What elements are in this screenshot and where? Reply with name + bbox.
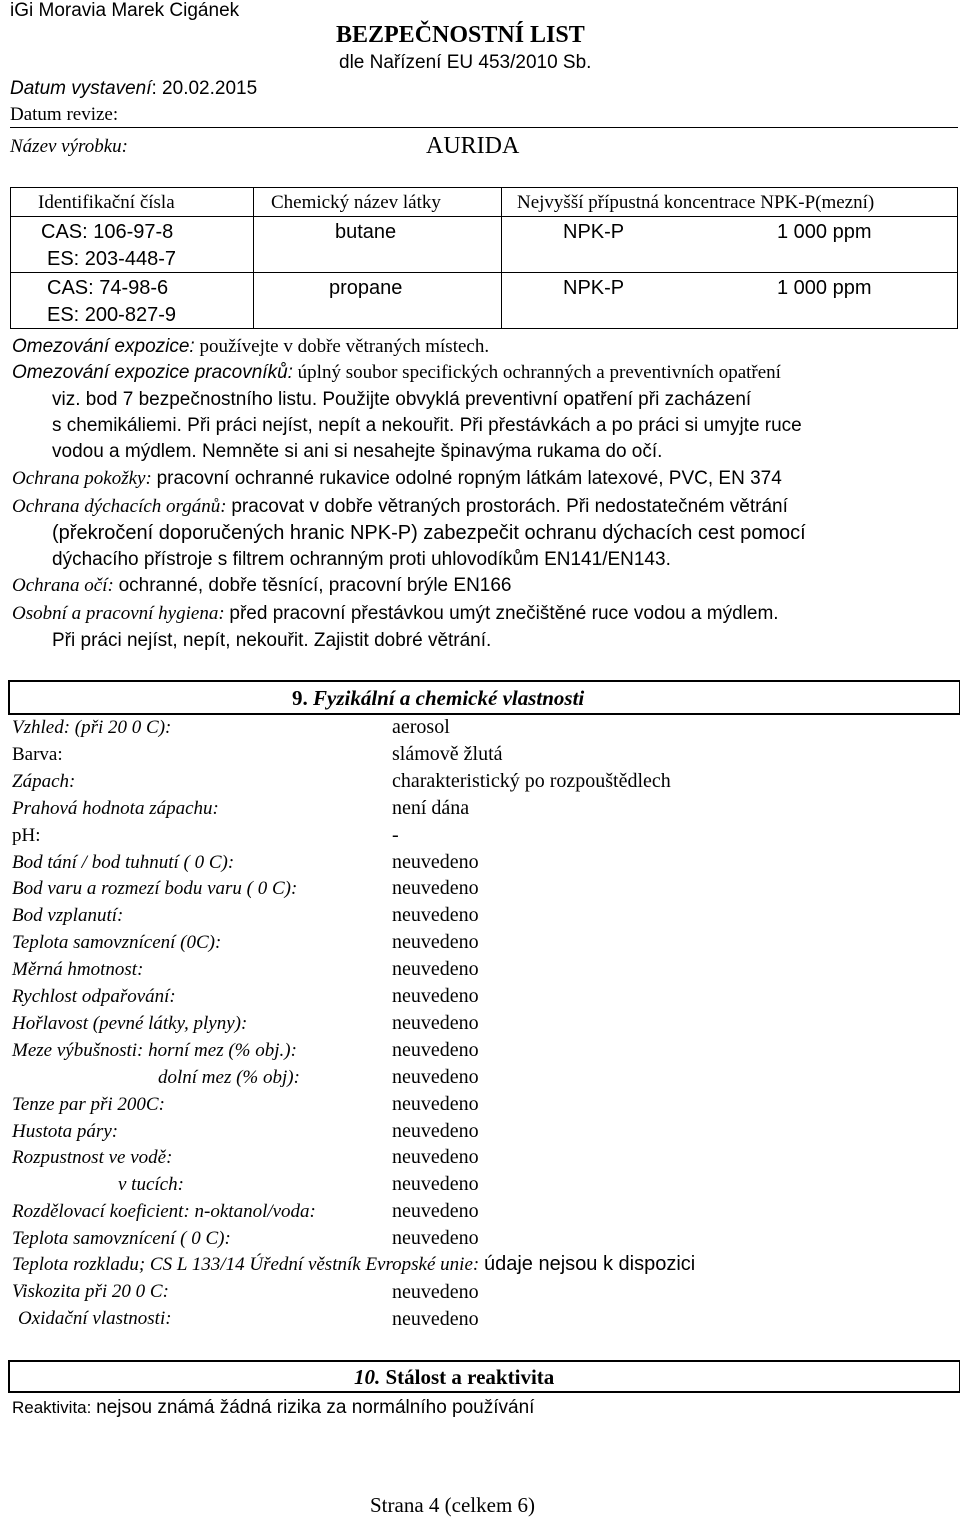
table-row-cas: CAS: 106-97-8 xyxy=(41,221,174,243)
table-row-chemical: propane xyxy=(329,277,403,299)
issue-date-row xyxy=(10,78,257,100)
revision-date-label: Datum revize: xyxy=(10,104,119,125)
property-value: neuvedeno xyxy=(392,877,479,899)
property-label: Meze výbušnosti: horní mez (% obj.): xyxy=(12,1040,297,1061)
property-value: není dána xyxy=(392,797,470,819)
property-label: Rychlost odpařování: xyxy=(12,986,176,1007)
product-name: AURIDA xyxy=(426,133,520,159)
worker-exposure-label: Omezování expozice pracovníků: xyxy=(12,362,293,383)
table-row-chemical: butane xyxy=(335,221,397,243)
reactivity-label: Reaktivita: xyxy=(12,1398,92,1417)
respiratory-protection-text: dýchacího přístroje s filtrem ochranným proti uhlovodíkům EN141/EN143. xyxy=(52,549,671,570)
property-label: Hořlavost (pevné látky, plyny): xyxy=(12,1013,248,1034)
eye-protection-label: Ochrana očí: xyxy=(12,575,114,596)
property-label: Barva: xyxy=(12,744,63,765)
hygiene-text: Při práci nejíst, nepít, nekouřit. Zajistit dobré větrání. xyxy=(52,630,492,651)
worker-exposure-text: s chemikáliemi. Při práci nejíst, nepít a nekouřit. Při přestávkách a po práci si umyjte ruce xyxy=(52,415,802,436)
property-label: Prahová hodnota zápachu: xyxy=(12,798,219,819)
property-label: Tenze par při 200C: xyxy=(12,1094,165,1115)
hygiene-text: před pracovní přestávkou umýt znečištěné ruce vodou a mýdlem. xyxy=(229,603,779,624)
property-label: Bod tání / bod tuhnutí ( 0 C): xyxy=(12,852,235,873)
respiratory-protection-text: pracovat v dobře větraných prostorách. Při nedostatečném větrání xyxy=(231,496,788,517)
exposure-limit-row xyxy=(12,336,489,358)
table-row-cas: CAS: 74-98-6 xyxy=(47,277,169,299)
property-value: neuvedeno xyxy=(392,1200,479,1222)
worker-exposure-text: vodou a mýdlem. Nemněte si ani si nesahejte špinavýma rukama do očí. xyxy=(52,441,663,462)
document-title: BEZPEČNOSTNÍ LIST xyxy=(336,22,585,48)
property-label: v tucích: xyxy=(118,1174,184,1195)
product-name-label: Název výrobku: xyxy=(10,136,128,157)
property-value: aerosol xyxy=(392,716,450,738)
issue-date-label: Datum vystavení xyxy=(10,78,152,99)
table-row-divider xyxy=(11,272,957,273)
exposure-limit-text: používejte v dobře větraných místech. xyxy=(199,336,490,357)
table-row-limit-value: 1 000 ppm xyxy=(777,221,872,243)
regulation-note: dle Nařízení EU 453/2010 Sb. xyxy=(339,52,592,73)
property-value: slámově žlutá xyxy=(392,743,503,765)
oxidizing-value: neuvedeno xyxy=(392,1308,479,1330)
hygiene-row xyxy=(12,603,779,625)
eye-protection-text: ochranné, dobře těsnící, pracovní brýle EN166 xyxy=(118,575,512,596)
property-value: - xyxy=(392,824,399,846)
table-header-chemical: Chemický název látky xyxy=(271,192,441,213)
section-10-number: 10. xyxy=(354,1365,381,1389)
table-col-divider xyxy=(253,188,254,328)
section-9-title: Fyzikální a chemické vlastnosti xyxy=(313,686,585,710)
property-value: neuvedeno xyxy=(392,1066,479,1088)
property-value: neuvedeno xyxy=(392,1093,479,1115)
decomposition-value: údaje nejsou k dispozici xyxy=(483,1253,696,1275)
table-row-divider xyxy=(11,216,957,217)
property-value: neuvedeno xyxy=(392,1146,479,1168)
table-row-limit-value: 1 000 ppm xyxy=(777,277,872,299)
table-row-es: ES: 200-827-9 xyxy=(47,304,176,326)
respiratory-protection-label: Ochrana dýchacích orgánů: xyxy=(12,496,227,517)
table-col-divider xyxy=(501,188,502,328)
reactivity-value: nejsou známá žádná rizika za normálního používání xyxy=(96,1397,535,1418)
page-number: Strana 4 (celkem 6) xyxy=(370,1493,536,1517)
section-10-heading xyxy=(354,1365,554,1390)
table-row-es: ES: 203-448-7 xyxy=(47,248,176,270)
section-9-heading xyxy=(292,686,584,711)
eye-protection-row xyxy=(12,575,512,597)
skin-protection-row xyxy=(12,468,782,490)
exposure-limit-label: Omezování expozice: xyxy=(12,336,195,357)
property-label: Bod vzplanutí: xyxy=(12,905,124,926)
property-value: neuvedeno xyxy=(392,985,479,1007)
worker-exposure-text: úplný soubor specifických ochranných a preventivních opatření xyxy=(297,362,781,383)
section-10-heading-box xyxy=(8,1360,960,1393)
oxidizing-label: Oxidační vlastnosti: xyxy=(18,1308,172,1329)
property-label: dolní mez (% obj): xyxy=(158,1067,300,1088)
property-value: neuvedeno xyxy=(392,1012,479,1034)
viscosity-label: Viskozita při 20 0 C: xyxy=(12,1281,169,1302)
property-value: neuvedeno xyxy=(392,958,479,980)
worker-exposure-row xyxy=(12,362,781,384)
issue-date-value: : 20.02.2015 xyxy=(151,78,258,99)
company-name: iGi Moravia Marek Cigánek xyxy=(10,0,240,21)
property-label: Rozpustnost ve vodě: xyxy=(12,1147,173,1168)
property-value: charakteristický po rozpouštědlech xyxy=(392,770,671,792)
property-value: neuvedeno xyxy=(392,1039,479,1061)
property-value: neuvedeno xyxy=(392,1173,479,1195)
decomposition-row xyxy=(12,1253,695,1276)
viscosity-value: neuvedeno xyxy=(392,1281,479,1303)
section-9-heading-box xyxy=(8,680,960,715)
decomposition-label: Teplota rozkladu; CS L 133/14 Úřední věstník Evropské unie: xyxy=(12,1254,480,1275)
property-label: Rozdělovací koeficient: n-oktanol/voda: xyxy=(12,1201,316,1222)
property-label: pH: xyxy=(12,825,41,846)
table-row-limit-type: NPK-P xyxy=(563,277,625,299)
property-label: Hustota páry: xyxy=(12,1121,119,1142)
respiratory-protection-text: (překročení doporučených hranic NPK-P) zabezpečit ochranu dýchacích cest pomocí xyxy=(52,522,806,544)
table-header-id: Identifikační čísla xyxy=(38,192,175,213)
property-label: Teplota samovznícení ( 0 C): xyxy=(12,1228,231,1249)
property-label: Bod varu a rozmezí bodu varu ( 0 C): xyxy=(12,878,298,899)
table-row-limit-type: NPK-P xyxy=(563,221,625,243)
property-value: neuvedeno xyxy=(392,904,479,926)
worker-exposure-text: viz. bod 7 bezpečnostního listu. Použijte obvyklá preventivní opatření při zacházení xyxy=(52,389,752,410)
header-divider xyxy=(10,127,958,128)
skin-protection-label: Ochrana pokožky: xyxy=(12,468,152,489)
section-10-title: Stálost a reaktivita xyxy=(385,1365,555,1389)
table-header-limit: Nejvyšší přípustná koncentrace NPK-P(mezní) xyxy=(517,192,875,213)
property-label: Měrná hmotnost: xyxy=(12,959,144,980)
property-value: neuvedeno xyxy=(392,1120,479,1142)
property-label: Teplota samovznícení (0C): xyxy=(12,932,222,953)
hygiene-label: Osobní a pracovní hygiena: xyxy=(12,603,225,624)
property-label: Zápach: xyxy=(12,771,76,792)
property-value: neuvedeno xyxy=(392,1227,479,1249)
respiratory-protection-row xyxy=(12,496,788,518)
section-9-number: 9. xyxy=(292,686,308,710)
composition-table xyxy=(10,187,958,329)
property-label: Vzhled: (při 20 0 C): xyxy=(12,717,172,738)
property-value: neuvedeno xyxy=(392,851,479,873)
property-value: neuvedeno xyxy=(392,931,479,953)
reactivity-row xyxy=(12,1397,534,1419)
skin-protection-text: pracovní ochranné rukavice odolné ropným látkám latexové, PVC, EN 374 xyxy=(156,468,782,489)
